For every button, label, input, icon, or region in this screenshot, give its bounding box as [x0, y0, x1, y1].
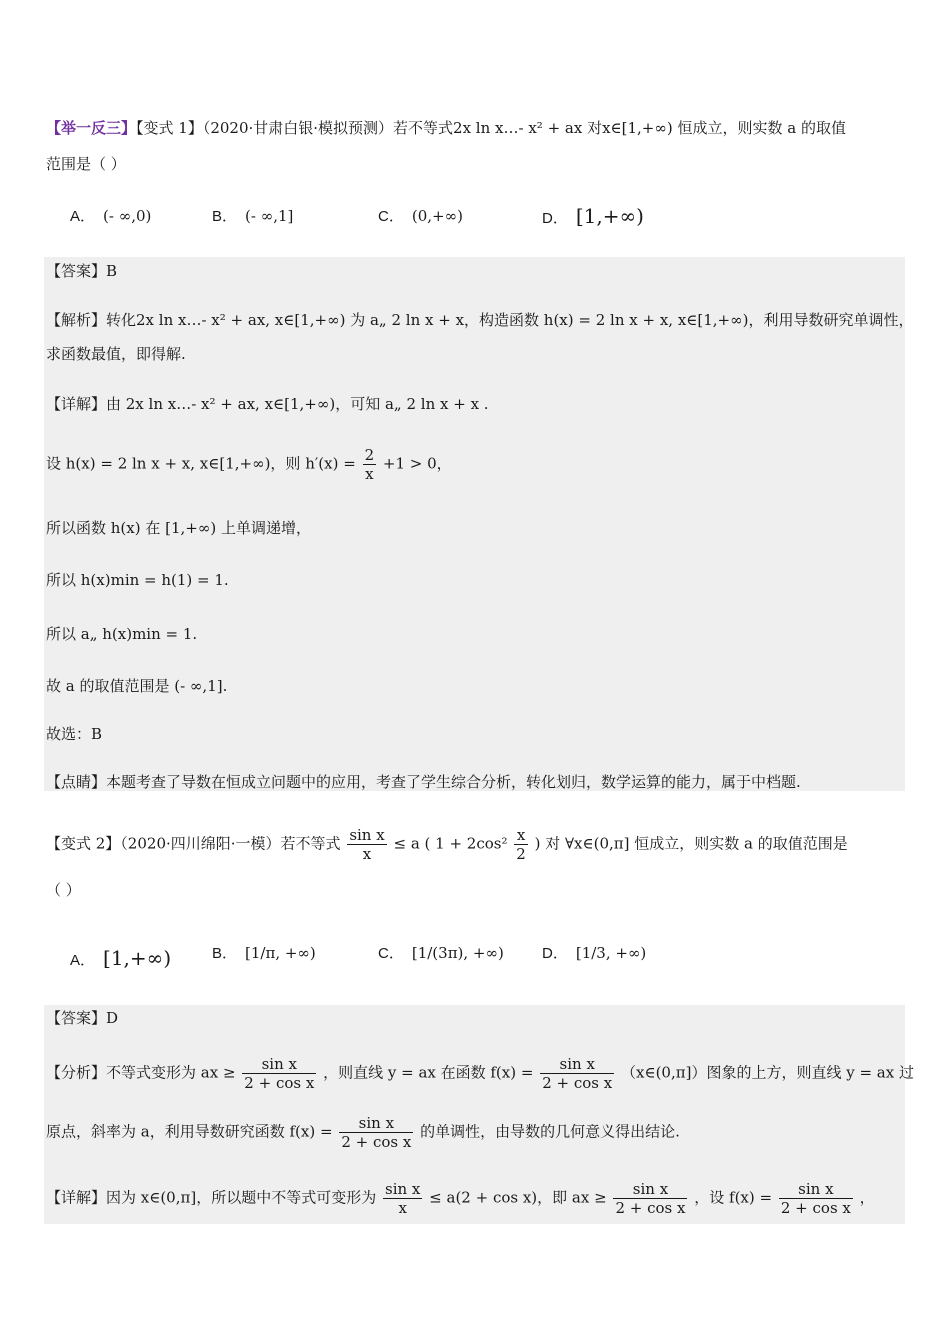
ex2-question-line1 — [46, 826, 848, 863]
ex2-option-a — [70, 945, 171, 974]
ex1-analysis-line1: 【解析】转化2x ln x…- x² + ax, x∈[1,+∞) 为 a„ 2 ln x + x，构造函数 h(x) = 2 ln x + x, x∈[1,+∞)，利用导数研究单调性， — [46, 311, 914, 329]
ex2-detail1-frac-den: x — [398, 1199, 407, 1217]
ex2-detail1-post: ，设 f(x) = — [694, 1188, 773, 1207]
ex1-detail-line2 — [46, 446, 452, 483]
ex2-detail1-frac2-num: sin x — [613, 1180, 687, 1199]
ex1-comment: 【点睛】本题考查了导数在恒成立问题中的应用，考查了学生综合分析，转化划归，数学运算的能力，属于中档题. — [46, 773, 801, 791]
ex1-detail-line4: 所以 h(x)min = h(1) = 1. — [46, 571, 229, 589]
ex2-question-line2: （ ） — [46, 881, 81, 899]
ex1-option-d-label: D． — [542, 210, 568, 227]
ex2-option-d-value: [1/3, +∞) — [575, 944, 647, 962]
ex2-option-b-value: [1/π, +∞) — [245, 944, 316, 962]
ex2-option-d-label: D． — [542, 945, 568, 962]
ex1-detail2-post: +1 > 0， — [382, 454, 452, 473]
ex1-detail-line3: 所以函数 h(x) 在 [1,+∞) 上单调递增， — [46, 519, 311, 537]
ex1-option-a-value: (- ∞,0) — [103, 207, 152, 225]
ex2-detail1-frac2-den: 2 + cos x — [615, 1199, 686, 1217]
ex2-option-a-label: A． — [70, 952, 96, 969]
ex1-option-b — [212, 203, 293, 230]
ex2-detail1-frac3-den: 2 + cos x — [780, 1199, 851, 1217]
ex2-analysis2-post: 的单调性，由导数的几何意义得出结论. — [420, 1122, 680, 1141]
ex2-line1-frac-num: sin x — [349, 826, 385, 844]
ex2-option-c-value: [1/(3π), +∞) — [411, 944, 504, 962]
ex2-analysis2-fraction — [339, 1114, 413, 1151]
ex2-detail1-pre: 【详解】因为 x∈(0,π]，所以题中不等式可变形为 — [46, 1188, 377, 1207]
ex2-detail1-end: ， — [859, 1188, 875, 1207]
ex2-analysis1-frac-den: 2 + cos x — [244, 1074, 315, 1092]
ex2-detail1-mid: ≤ a(2 + cos x)，即 ax ≥ — [429, 1188, 607, 1207]
ex2-line1-fraction2 — [514, 826, 528, 863]
ex1-option-b-value: (- ∞,1] — [245, 207, 294, 225]
ex2-detail1-fraction — [383, 1180, 422, 1217]
ex1-question-line1 — [46, 116, 846, 140]
ex2-line1-pre: 【变式 2】（2020·四川绵阳·一模）若不等式 — [46, 834, 341, 853]
ex1-detail2-pre: 设 h(x) = 2 ln x + x, x∈[1,+∞)，则 h′(x) = — [46, 454, 356, 473]
ex2-analysis-line2 — [46, 1114, 680, 1151]
ex2-detail1-fraction3 — [779, 1180, 853, 1217]
ex1-question-text: 【变式 1】（2020·甘肃白银·模拟预测）若不等式2x ln x…- x² + ax 对x∈[1,+∞) 恒成立，则实数 a 的取值 — [136, 119, 846, 137]
ex2-detail1-frac3-num: sin x — [779, 1180, 853, 1199]
ex2-detail1-fraction2 — [613, 1180, 687, 1217]
ex2-line1-frac-den: x — [362, 845, 372, 863]
ex2-detail1-frac-num: sin x — [385, 1180, 421, 1198]
ex2-option-c — [378, 940, 504, 967]
ex1-detail2-den: x — [365, 465, 374, 483]
ex2-analysis1-post: （x∈(0,π]）图象的上方，则直线 y = ax 过 — [621, 1063, 914, 1082]
ex2-analysis-line1 — [46, 1055, 914, 1092]
ex2-analysis1-fraction — [242, 1055, 316, 1092]
ex2-line1-frac2-den: 2 — [516, 845, 526, 863]
ex1-tag: 【举一反三】 — [46, 119, 137, 137]
ex1-detail-line1: 【详解】由 2x ln x…- x² + ax, x∈[1,+∞)，可知 a„ 2 ln x + x . — [46, 395, 489, 413]
ex1-option-d-value: [1,+∞) — [575, 204, 644, 228]
ex2-option-c-label: C． — [378, 945, 404, 962]
ex1-analysis-line2: 求函数最值，即得解. — [46, 345, 186, 363]
ex2-analysis1-frac2-den: 2 + cos x — [542, 1074, 613, 1092]
ex1-option-c — [378, 203, 463, 230]
ex1-detail-line6: 故 a 的取值范围是 (- ∞,1]. — [46, 677, 228, 695]
ex1-option-b-label: B． — [212, 208, 238, 225]
ex1-answer: 【答案】B — [46, 262, 118, 280]
ex2-analysis2-frac-num: sin x — [339, 1114, 413, 1133]
ex2-line1-post: ) 对 ∀x∈(0,π] 恒成立，则实数 a 的取值范围是 — [534, 834, 848, 853]
ex2-analysis1-mid: ，则直线 y = ax 在函数 f(x) = — [323, 1063, 534, 1082]
ex1-detail2-num: 2 — [364, 446, 375, 464]
ex1-option-d — [542, 203, 644, 232]
ex1-detail2-fraction — [363, 446, 377, 483]
ex2-analysis1-frac2-num: sin x — [540, 1055, 614, 1074]
ex1-option-c-label: C． — [378, 208, 404, 225]
ex2-option-a-value: [1,+∞) — [103, 946, 172, 970]
ex2-option-b — [212, 940, 316, 967]
ex2-analysis1-frac-num: sin x — [242, 1055, 316, 1074]
ex1-choice: 故选：B — [46, 725, 103, 743]
ex2-analysis1-pre: 【分析】不等式变形为 ax ≥ — [46, 1063, 236, 1082]
ex2-option-b-label: B． — [212, 945, 238, 962]
ex2-line1-mid: ≤ a ( 1 + 2cos² — [393, 834, 508, 853]
ex1-detail-line5: 所以 a„ h(x)min = 1. — [46, 625, 198, 643]
ex2-line1-fraction — [347, 826, 386, 863]
ex2-analysis1-fraction2 — [540, 1055, 614, 1092]
ex2-option-d — [542, 940, 646, 967]
ex1-question-line2: 范围是（ ） — [46, 155, 126, 173]
ex2-analysis2-pre: 原点，斜率为 a，利用导数研究函数 f(x) = — [46, 1122, 333, 1141]
ex2-analysis2-frac-den: 2 + cos x — [341, 1133, 412, 1151]
ex2-line1-frac2-num: x — [514, 826, 528, 845]
ex2-detail-line1 — [46, 1180, 875, 1217]
ex1-option-a-label: A． — [70, 208, 96, 225]
ex1-option-a — [70, 203, 151, 230]
ex1-option-c-value: (0,+∞) — [411, 207, 463, 225]
ex2-answer: 【答案】D — [46, 1009, 119, 1027]
